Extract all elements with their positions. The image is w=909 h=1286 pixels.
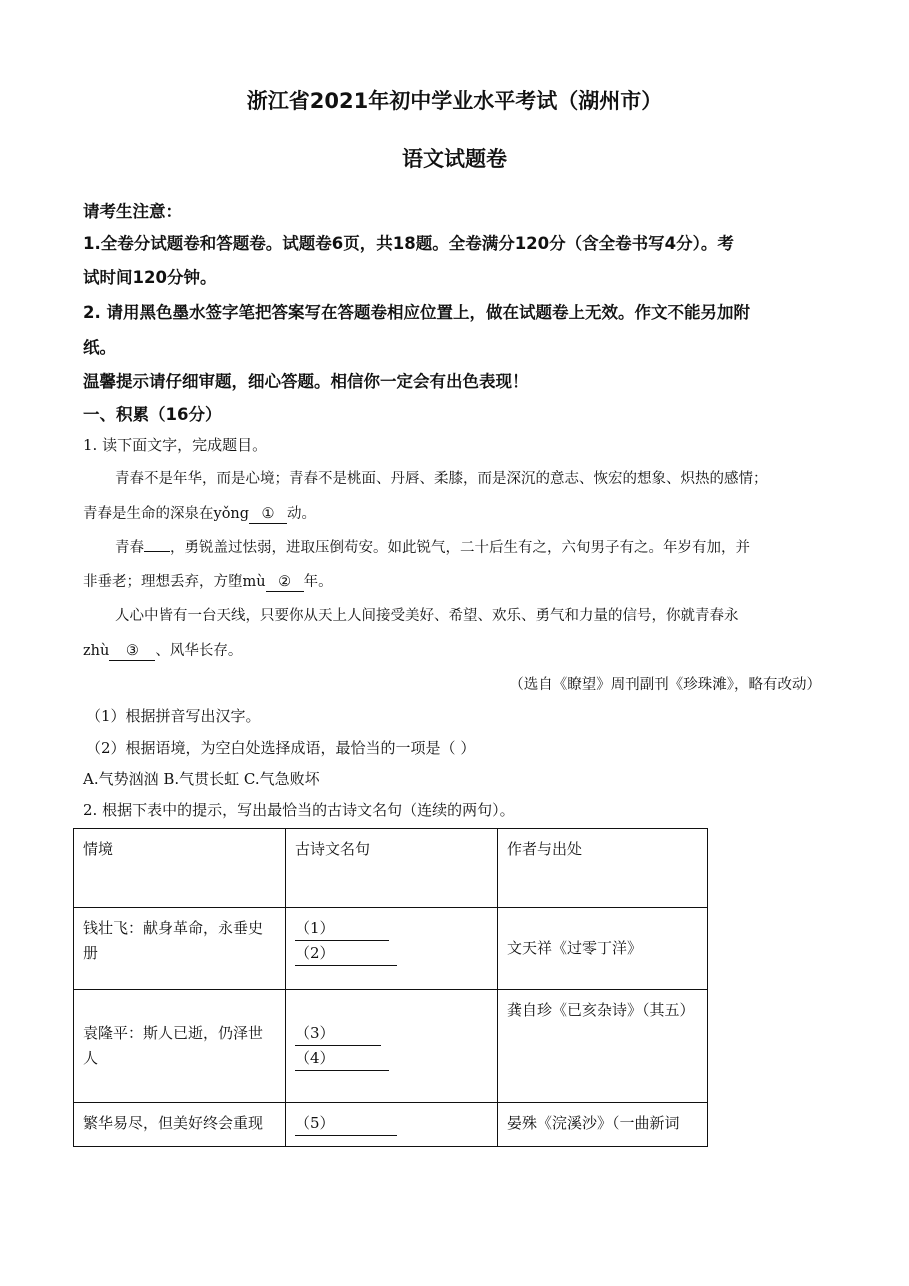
notice-item-2-line-1: 2. 请用黑色墨水签字笔把答案写在答题卷相应位置上，做在试题卷上无效。作文不能另加附 [83,303,750,322]
passage-p3-line-1: 人心中皆有一台天线，只要你从天上人间接受美好、希望、欢乐、勇气和力量的信号，你就青春永 [115,608,739,624]
notice-heading: 请考生注意： [83,202,182,221]
notice-item-1-line-2: 试时间120分钟。 [83,268,217,287]
exam-subtitle: 语文试题卷 [402,147,507,171]
table-row [74,1103,708,1147]
table-header-row [74,829,708,908]
passage-p2-line-1 [115,536,750,557]
exam-title: 浙江省2021年初中学业水平考试（湖州市） [246,89,663,113]
section-1-heading: 一、积累（16分） [83,405,222,424]
answer-blank: （4） [295,1046,389,1071]
header-cell-quote: 古诗文名句 [286,829,498,908]
passage-text: 非垂老；理想丢弃，方堕mù [83,574,266,590]
passage-p1-line-2 [83,502,316,524]
passage-p2-line-2 [83,570,333,592]
quote-cell [286,908,498,990]
header-cell-context: 情境 [74,829,286,908]
passage-text: 年。 [303,574,333,590]
context-cell: 袁隆平：斯人已逝，仍泽世人 [74,990,286,1103]
question-1-stem: 1. 读下面文字，完成题目。 [83,436,268,454]
passage-p3-line-2 [83,639,242,661]
passage-text: 青春是生命的深泉在yǒng [83,506,250,522]
idiom-blank [144,551,170,552]
context-cell: 繁华易尽，但美好终会重现 [74,1103,286,1147]
passage-text: ，勇锐盖过怯弱，进取压倒苟安。如此锐气，二十后生有之，六旬男子有之。年岁有加，并 [170,540,750,556]
source-cell: 文天祥《过零丁洋》 [498,908,708,990]
sub-question-1: （1）根据拼音写出汉字。 [86,707,261,725]
passage-p1-line-1: 青春不是年华，而是心境；青春不是桃面、丹唇、柔膝，而是深沉的意志、恢宏的想象、炽热的感情； [115,471,768,487]
passage-text: zhù [83,643,110,659]
passage-text: 动。 [287,506,317,522]
passage-source: （选自《瞭望》周刊副刊《珍珠滩》，略有改动） [509,677,821,693]
blank-3: ③ [109,643,155,661]
quote-cell [286,1103,498,1147]
passage-text: 、风华长存。 [155,643,243,659]
source-cell: 晏殊《浣溪沙》（一曲新词 [498,1103,708,1147]
notice-item-2-line-2: 纸。 [83,338,116,357]
poem-table [73,828,708,1147]
table-row [74,990,708,1103]
sub-question-2: （2）根据语境，为空白处选择成语，最恰当的一项是（ ） [86,739,476,757]
answer-options: A.气势汹汹 B.气贯长虹 C.气急败坏 [83,770,320,788]
question-2-stem: 2. 根据下表中的提示，写出最恰当的古诗文名句（连续的两句）。 [83,801,515,819]
context-cell: 钱壮飞：献身革命，永垂史册 [74,908,286,990]
answer-blank: （1） [295,916,389,941]
answer-blank: （3） [295,1021,381,1046]
passage-text: 青春 [115,540,144,556]
notice-item-1-line-1: 1.全卷分试题卷和答题卷。试题卷6页，共18题。全卷满分120分（含全卷书写4分）。考 [83,234,734,253]
table-row [74,908,708,990]
answer-blank: （2） [295,941,397,966]
blank-2: ② [266,574,304,592]
blank-1: ① [249,506,287,524]
notice-tip: 温馨提示请仔细审题，细心答题。相信你一定会有出色表现！ [83,372,529,391]
quote-cell [286,990,498,1103]
answer-blank: （5） [295,1111,397,1136]
source-cell: 龚自珍《已亥杂诗》（其五） [498,990,708,1103]
header-cell-source: 作者与出处 [498,829,708,908]
